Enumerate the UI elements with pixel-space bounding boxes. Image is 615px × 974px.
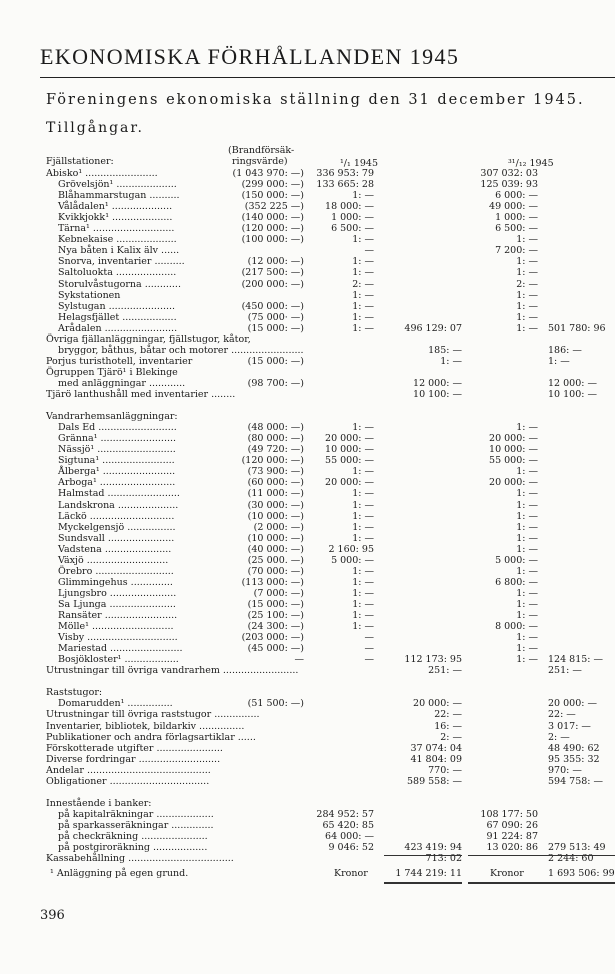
row-label: Ögruppen Tjärö¹ i Blekinge <box>46 366 178 378</box>
table-row <box>0 776 615 787</box>
table-row <box>0 301 615 312</box>
kronor-label-1: Kronor <box>334 868 368 879</box>
start-subvalue: 133 665: 28 <box>316 179 374 191</box>
insurance-value: (80 000: —) <box>247 433 304 445</box>
end-subvalue: 1: — <box>516 632 538 644</box>
table-row <box>0 632 615 643</box>
table-row <box>0 290 615 301</box>
end-subvalue: 307 032: 03 <box>480 168 538 179</box>
start-total: 41 804: 09 <box>410 753 462 765</box>
start-total: 713: 02 <box>425 853 462 865</box>
row-label: Tärna¹ ........................... <box>58 223 175 235</box>
table-row <box>0 201 615 212</box>
insurance-head-2: ringsvärde) <box>232 156 288 167</box>
table-row <box>0 223 615 234</box>
insurance-value: (140 000: —) <box>241 212 304 224</box>
table-row <box>0 809 615 820</box>
end-total: 48 490: 62 <box>548 742 600 754</box>
insurance-value: (10 000: —) <box>247 532 304 544</box>
start-subvalue: 2 160: 95 <box>328 543 374 555</box>
row-label: Växjö ........................... <box>58 554 169 566</box>
end-total: 186: — <box>548 344 582 356</box>
row-label: Kassabehållning ................................... <box>46 853 234 865</box>
row-label: Halmstad ........................ <box>58 488 180 500</box>
total-1945-end: 1 693 506: 99 <box>548 868 615 879</box>
row-label: Kebnekaise .................... <box>58 234 177 246</box>
end-total: 1: — <box>548 355 570 367</box>
end-subvalue: 13 020: 86 <box>486 842 538 854</box>
end-subvalue: 55 000: — <box>489 455 538 467</box>
row-label: Andelar ......................................... <box>46 764 211 776</box>
total-rule-2 <box>468 855 615 856</box>
start-subvalue: 336 953: 79 <box>316 168 374 179</box>
row-label: på kapitalräkningar ................... <box>58 808 214 820</box>
start-subvalue: 18 000: — <box>325 201 374 213</box>
start-subvalue: 1: — <box>352 289 374 301</box>
table-row <box>0 588 615 599</box>
end-subvalue: 1 000: — <box>495 212 538 224</box>
start-subvalue: 6 500: — <box>331 223 374 235</box>
start-total: 589 558: — <box>406 775 462 787</box>
row-label: Örebro .......................... <box>58 565 174 577</box>
start-subvalue: — <box>364 632 374 644</box>
row-label: Publikationer och andra förlagsartiklar ...... <box>46 731 256 743</box>
row-label: Ålberga¹ ........................ <box>58 466 176 478</box>
start-subvalue: 1: — <box>352 598 374 610</box>
end-subvalue: 1: — <box>516 565 538 577</box>
start-subvalue: 1: — <box>352 422 374 434</box>
start-subvalue: 1: — <box>352 576 374 588</box>
row-label: Blåhammarstugan .......... <box>58 190 180 202</box>
end-subvalue: 1: — <box>516 610 538 621</box>
insurance-value: — <box>294 654 304 666</box>
start-subvalue: — <box>364 245 374 257</box>
end-subvalue: 7 200: — <box>495 245 538 257</box>
row-label: Sylstugan ...................... <box>58 300 176 312</box>
table-row <box>0 212 615 223</box>
end-subvalue: 6 800: — <box>495 576 538 588</box>
insurance-value: (217 500: —) <box>241 267 304 279</box>
table-row <box>0 334 615 345</box>
insurance-value: (7 000: —) <box>253 587 304 599</box>
end-total: 3 017: — <box>548 720 591 732</box>
start-subvalue: 1: — <box>352 532 374 544</box>
row-label: Visby .............................. <box>58 632 178 644</box>
table-row <box>0 566 615 577</box>
table-row <box>0 820 615 831</box>
table-row <box>0 610 615 621</box>
row-label: Läckö ............................ <box>58 510 175 522</box>
row-label: på sparkasseräkningar .............. <box>58 819 214 831</box>
end-subvalue: 1: — <box>516 654 538 666</box>
table-row <box>0 765 615 776</box>
row-label: Nässjö¹ .......................... <box>58 444 176 456</box>
table-row <box>0 345 615 356</box>
end-subvalue: 1: — <box>516 289 538 301</box>
table-row <box>0 709 615 720</box>
table-row <box>0 411 615 422</box>
insurance-value: (113 000: —) <box>241 576 304 588</box>
insurance-value: (30 000: —) <box>247 499 304 511</box>
total-rule-1 <box>384 855 462 856</box>
table-row <box>0 643 615 654</box>
insurance-value: (40 000: —) <box>247 543 304 555</box>
row-label: Saltoluokta .................... <box>58 267 177 279</box>
page-title: EKONOMISKA FÖRHÅLLANDEN 1945 <box>40 44 460 69</box>
end-subvalue: 20 000: — <box>489 477 538 489</box>
insurance-value: (203 000: —) <box>241 632 304 644</box>
double-rule-1 <box>384 882 462 884</box>
page-number: 396 <box>40 908 65 923</box>
insurance-value: (15 000: —) <box>247 355 304 367</box>
report-subtitle: Föreningens ekonomiska ställning den 31 december 1945. <box>46 92 585 108</box>
start-subvalue: 1: — <box>352 621 374 633</box>
row-label: Sigtuna¹ ........................ <box>58 455 175 467</box>
start-total: 496 129: 07 <box>404 322 462 334</box>
end-subvalue: 1: — <box>516 466 538 478</box>
row-label: med anläggningar ............ <box>58 377 186 389</box>
row-label: Vålådalen¹ .................... <box>58 201 173 213</box>
end-subvalue: 49 000: — <box>489 201 538 213</box>
kronor-label-2: Kronor <box>490 868 524 879</box>
start-subvalue: 1: — <box>352 190 374 202</box>
insurance-value: (1 043 970: —) <box>232 168 304 179</box>
start-total: 37 074: 04 <box>410 742 462 754</box>
end-subvalue: 1: — <box>516 234 538 246</box>
row-label: Sykstationen <box>58 289 121 301</box>
table-row <box>0 256 615 267</box>
row-label: Helagsfjället .................. <box>58 311 177 323</box>
table-row <box>0 721 615 732</box>
start-subvalue: 1: — <box>352 466 374 478</box>
table-row <box>0 743 615 754</box>
start-total: 10 100: — <box>413 389 462 400</box>
table-row <box>0 389 615 400</box>
insurance-value: (24 300: —) <box>247 621 304 633</box>
end-subvalue: 1: — <box>516 587 538 599</box>
row-label: Nya båten i Kalix älv ...... <box>58 245 180 257</box>
row-label: Domarudden¹ ............... <box>58 698 173 710</box>
end-subvalue: 20 000: — <box>489 433 538 445</box>
end-total: 95 355: 32 <box>548 753 600 765</box>
table-row <box>0 676 615 687</box>
row-label: Obligationer ................................. <box>46 775 210 787</box>
row-label: Inventarier, bibliotek, bildarkiv ............... <box>46 720 245 732</box>
start-subvalue: 1: — <box>352 610 374 621</box>
start-subvalue: 5 000: — <box>331 554 374 566</box>
table-row <box>0 455 615 466</box>
row-label: Storulvåstugorna ............ <box>58 278 181 290</box>
end-subvalue: 108 177: 50 <box>480 808 538 820</box>
table-row <box>0 179 615 190</box>
start-total: 22: — <box>434 709 462 721</box>
insurance-value: (352 225 —) <box>244 201 304 213</box>
end-subvalue: 6 000: — <box>495 190 538 202</box>
start-subvalue: — <box>364 643 374 655</box>
row-label: Arboga¹ ......................... <box>58 477 176 489</box>
insurance-value: (60 000: —) <box>247 477 304 489</box>
insurance-head-1: (Brandförsäk- <box>228 145 295 156</box>
start-subvalue: 1: — <box>352 234 374 246</box>
end-subvalue: 6 500: — <box>495 223 538 235</box>
row-label: Arådalen ........................ <box>58 322 178 334</box>
row-label: Gränna¹ ......................... <box>58 433 177 445</box>
insurance-value: (75 000· —) <box>247 311 304 323</box>
insurance-value: (100 000: —) <box>241 234 304 246</box>
start-total: 112 173: 95 <box>404 654 462 666</box>
start-total: 12 000: — <box>413 377 462 389</box>
end-subvalue: 1: — <box>516 521 538 533</box>
table-row <box>0 367 615 378</box>
end-subvalue: 1: — <box>516 488 538 500</box>
start-subvalue: 1 000: — <box>331 212 374 224</box>
insurance-value: (2 000: —) <box>253 521 304 533</box>
table-row <box>0 378 615 389</box>
end-total: 20 000: — <box>548 698 597 710</box>
table-row <box>0 732 615 743</box>
row-label: Ransäter ........................ <box>58 610 178 621</box>
insurance-value: (70 000: —) <box>247 565 304 577</box>
table-row <box>0 665 615 676</box>
table-row <box>0 433 615 444</box>
fjallstationer-heading: Fjällstationer: <box>46 156 114 167</box>
insurance-value: (49 720: —) <box>247 444 304 456</box>
table-row <box>0 267 615 278</box>
row-label: Raststugor: <box>46 687 103 699</box>
row-label: Dals Ed .......................... <box>58 422 177 434</box>
table-row <box>0 577 615 588</box>
insurance-value: (12 000: —) <box>247 256 304 268</box>
start-subvalue: 284 952: 57 <box>316 808 374 820</box>
row-label: Förskotterade utgifter ...................... <box>46 742 223 754</box>
start-subvalue: 1: — <box>352 499 374 511</box>
end-subvalue: 1: — <box>516 532 538 544</box>
insurance-value: (10 000: —) <box>247 510 304 522</box>
end-subvalue: 1: — <box>516 322 538 334</box>
row-label: Mariestad ........................ <box>58 643 183 655</box>
insurance-value: (120 000: —) <box>241 455 304 467</box>
end-subvalue: 1: — <box>516 422 538 434</box>
end-subvalue: 1: — <box>516 267 538 279</box>
row-label: Övriga fjällanläggningar, fjällstugor, kåtor, <box>46 333 251 345</box>
row-label: Landskrona .................... <box>58 499 179 511</box>
table-row <box>0 621 615 632</box>
table-row <box>0 687 615 698</box>
insurance-value: (15 000: —) <box>247 322 304 334</box>
table-row <box>0 533 615 544</box>
row-label: på postgiroräkning .................. <box>58 842 208 854</box>
table-row <box>0 234 615 245</box>
table-row <box>0 312 615 323</box>
start-total: 16: — <box>434 720 462 732</box>
table-row <box>0 831 615 842</box>
end-subvalue: 91 224: 87 <box>486 831 538 842</box>
table-row <box>0 279 615 290</box>
row-label: på checkräkning ...................... <box>58 831 208 842</box>
start-total: 423 419: 94 <box>404 842 462 854</box>
end-total: 2: — <box>548 731 570 743</box>
row-label: Porjus turisthotell, inventarier <box>46 355 193 367</box>
table-row <box>0 356 615 367</box>
date-head-start: ¹/₁ 1945 <box>340 158 379 169</box>
table-row <box>0 544 615 555</box>
end-total: 501 780: 96 <box>548 322 606 334</box>
row-label: Vadstena ...................... <box>58 543 172 555</box>
row-label: Sa Ljunga ...................... <box>58 598 176 610</box>
table-row <box>0 323 615 334</box>
table-row <box>0 400 615 411</box>
footnote: ¹ Anläggning på egen grund. <box>50 868 189 879</box>
insurance-value: (51 500: —) <box>247 698 304 710</box>
table-row <box>0 698 615 709</box>
table-row <box>0 654 615 665</box>
row-label: Vandrarhemsanläggningar: <box>46 411 178 423</box>
insurance-value: (120 000: —) <box>241 223 304 235</box>
end-total: 12 000: — <box>548 377 597 389</box>
table-row <box>0 488 615 499</box>
row-label: bryggor, båthus, båtar och motorer ........................ <box>58 344 304 356</box>
insurance-value: (200 000: —) <box>241 278 304 290</box>
end-subvalue: 8 000: — <box>495 621 538 633</box>
insurance-value: (15 000: —) <box>247 598 304 610</box>
end-total: 2 244: 60 <box>548 853 594 865</box>
row-label: Kvikkjokk¹ .................... <box>58 212 173 224</box>
row-label: Grövelsjön¹ .................... <box>58 179 177 191</box>
row-label: Abisko¹ ........................ <box>46 168 158 179</box>
start-subvalue: 1: — <box>352 311 374 323</box>
start-subvalue: 1: — <box>352 521 374 533</box>
start-total: 20 000: — <box>413 698 462 710</box>
start-subvalue: 1: — <box>352 300 374 312</box>
end-subvalue: 1: — <box>516 256 538 268</box>
table-row <box>0 511 615 522</box>
row-label: Myckelgensjö ................ <box>58 521 176 533</box>
row-label: Innestående i banker: <box>46 797 152 809</box>
insurance-value: (299 000: —) <box>241 179 304 191</box>
start-total: 185: — <box>428 344 462 356</box>
table-row <box>0 444 615 455</box>
start-subvalue: 55 000: — <box>325 455 374 467</box>
end-subvalue: 1: — <box>516 598 538 610</box>
start-total: 2: — <box>440 731 462 743</box>
insurance-value: (450 000: —) <box>241 300 304 312</box>
start-subvalue: 2: — <box>352 278 374 290</box>
start-subvalue: 1: — <box>352 488 374 500</box>
end-subvalue: 125 039: 93 <box>480 179 538 191</box>
end-subvalue: 67 090: 26 <box>486 819 538 831</box>
table-row <box>0 798 615 809</box>
end-total: 279 513: 49 <box>548 842 606 854</box>
insurance-value: (25 100: —) <box>247 610 304 621</box>
row-label: Utrustningar till övriga vandrarhem ......................... <box>46 665 299 677</box>
insurance-value: (48 000: —) <box>247 422 304 434</box>
end-total: 124 815: — <box>548 654 604 666</box>
table-row <box>0 555 615 566</box>
insurance-value: (150 000: —) <box>241 190 304 202</box>
row-label: Utrustningar till övriga raststugor ............... <box>46 709 260 721</box>
row-label: Snorva, inventarier .......... <box>58 256 185 268</box>
table-row <box>0 500 615 511</box>
end-total: 594 758: — <box>548 775 604 787</box>
end-subvalue: 1: — <box>516 643 538 655</box>
date-head-end: ³¹/₁₂ 1945 <box>508 158 554 169</box>
table-row <box>0 522 615 533</box>
table-row <box>0 168 615 179</box>
start-subvalue: 1: — <box>352 587 374 599</box>
start-subvalue: 65 420: 85 <box>322 819 374 831</box>
end-subvalue: 1: — <box>516 300 538 312</box>
insurance-value: (11 000: —) <box>247 488 304 500</box>
end-subvalue: 1: — <box>516 510 538 522</box>
row-label: Ljungsbro ...................... <box>58 587 177 599</box>
total-1945-start: 1 744 219: 11 <box>395 868 462 879</box>
start-subvalue: 10 000: — <box>325 444 374 456</box>
end-subvalue: 1: — <box>516 311 538 323</box>
row-label: Diverse fordringar ........................... <box>46 753 221 765</box>
insurance-value: (98 700: —) <box>247 377 304 389</box>
start-subvalue: 1: — <box>352 322 374 334</box>
table-row <box>0 190 615 201</box>
end-subvalue: 5 000: — <box>495 554 538 566</box>
table-row <box>0 754 615 765</box>
start-total: 770: — <box>428 764 462 776</box>
row-label: Sundsvall ...................... <box>58 532 175 544</box>
start-subvalue: 1: — <box>352 565 374 577</box>
start-subvalue: 20 000: — <box>325 477 374 489</box>
insurance-value: (73 900: —) <box>247 466 304 478</box>
start-subvalue: 1: — <box>352 510 374 522</box>
end-subvalue: 1: — <box>516 543 538 555</box>
table-row <box>0 422 615 433</box>
insurance-value: (45 000: —) <box>247 643 304 655</box>
end-subvalue: 10 000: — <box>489 444 538 456</box>
end-subvalue: 2: — <box>516 278 538 290</box>
row-label: Glimmingehus .............. <box>58 576 173 588</box>
start-total: 251: — <box>428 665 462 677</box>
table-row <box>0 477 615 488</box>
end-total: 251: — <box>548 665 582 677</box>
table-row <box>0 842 615 853</box>
table-row <box>0 466 615 477</box>
end-total: 10 100: — <box>548 389 597 400</box>
start-subvalue: 1: — <box>352 267 374 279</box>
start-subvalue: 9 046: 52 <box>328 842 374 854</box>
start-total: 1: — <box>440 355 462 367</box>
end-total: 22: — <box>548 709 576 721</box>
row-label: Tjärö lanthushåll med inventarier ........ <box>46 389 236 400</box>
row-label: Mölle¹ ........................... <box>58 621 174 633</box>
insurance-value: (25 000. —) <box>247 554 304 566</box>
row-label: Bosjökloster¹ .................. <box>58 654 179 666</box>
start-subvalue: — <box>364 654 374 666</box>
table-row <box>0 599 615 610</box>
start-subvalue: 20 000: — <box>325 433 374 445</box>
double-rule-2 <box>468 882 615 884</box>
section-heading: Tillgångar. <box>46 120 145 136</box>
start-subvalue: 1: — <box>352 256 374 268</box>
table-row <box>0 245 615 256</box>
start-subvalue: 64 000: — <box>325 831 374 842</box>
end-subvalue: 1: — <box>516 499 538 511</box>
table-row <box>0 787 615 798</box>
end-total: 970: — <box>548 764 582 776</box>
